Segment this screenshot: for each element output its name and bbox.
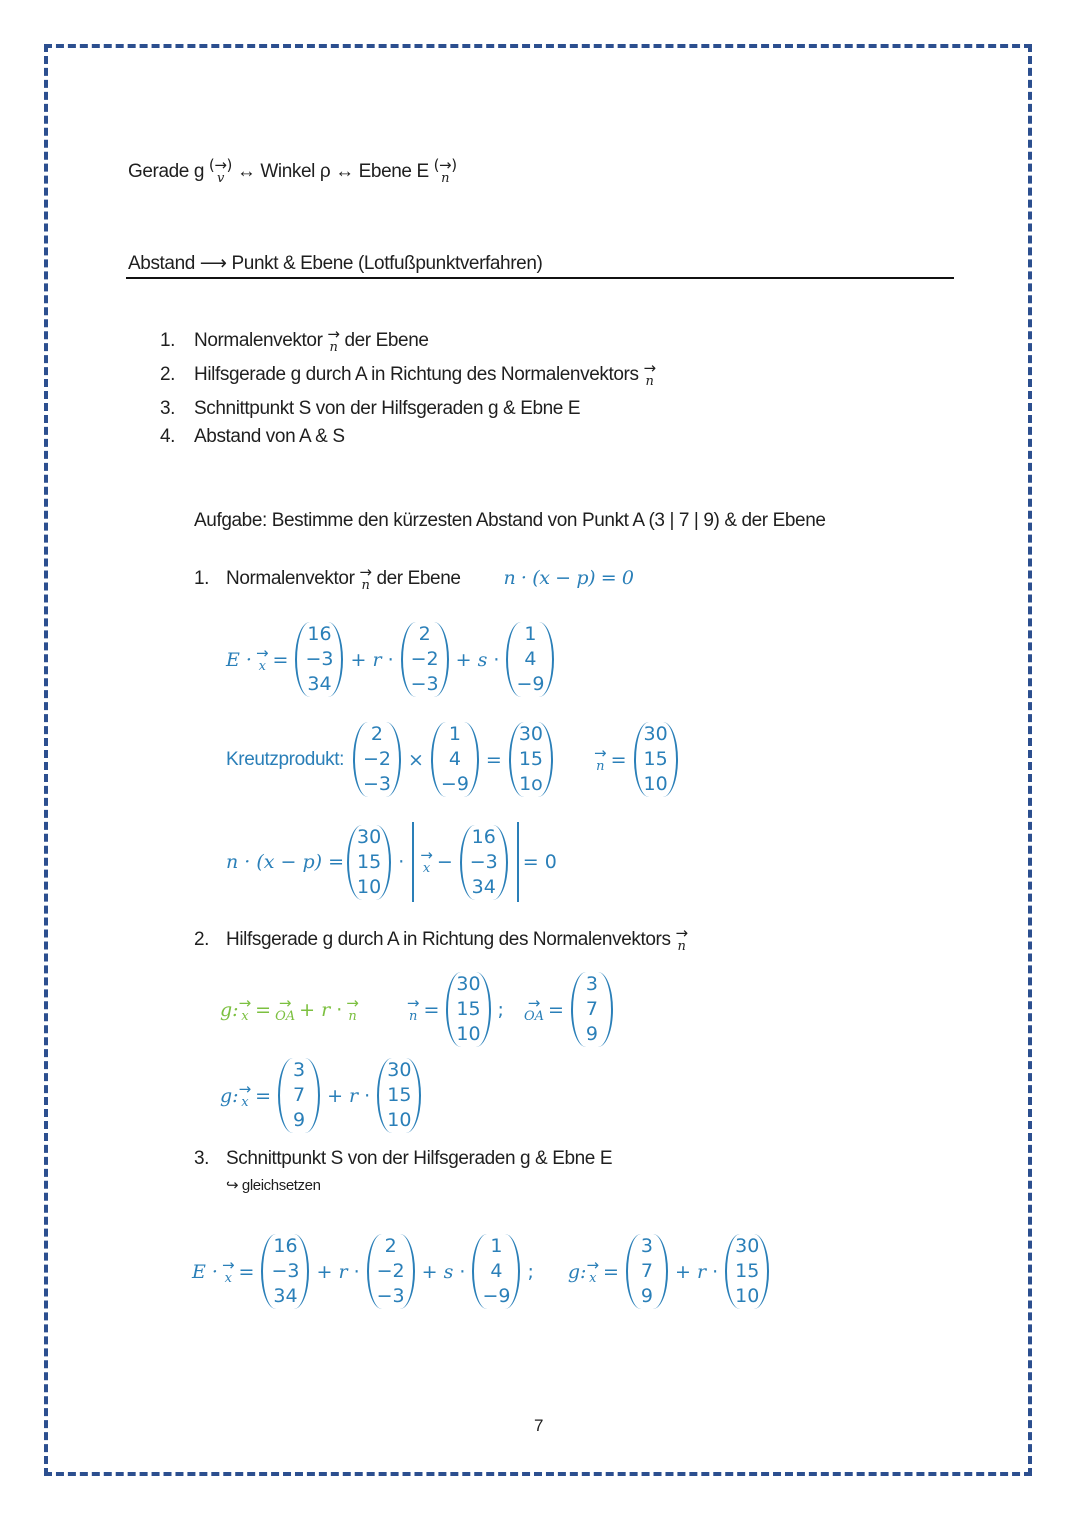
plane-direction-v: 1 4 −9 — [506, 622, 554, 697]
vector-arrow-icon: → — [675, 924, 688, 942]
sub-step-2: 2. Hilfsgerade g durch A in Richtung des Normalenvektors → n — [194, 924, 688, 954]
plane-equation: E · → x = 16 −3 34 + r · 2 −2 −3 + s · 1 4 −9 — [226, 622, 557, 697]
section-divider — [126, 277, 954, 279]
sub-step-3-note: ↪ gleichsetzen — [226, 1177, 321, 1194]
intersection-equations: E · → x = 16 −3 34 + r · 2 −2 −3 + s · 1 4 −9 ; g: → x = 3 7 9 + r · 30 15 10 — [192, 1234, 772, 1309]
vector-arrow-icon: → — [643, 358, 656, 377]
page-number: 7 — [534, 1416, 544, 1435]
vector-arrow-icon: → — [359, 563, 372, 581]
section-title: Abstand ⟶ Punkt & Ebene (Lotfußpunktverfahren) — [128, 253, 543, 274]
vector-arrow-icon: (→) — [208, 156, 232, 174]
normal-vector: 30 15 10 — [634, 722, 678, 797]
sub-step-3: 3. Schnittpunkt S von der Hilfsgeraden g & Ebne E — [194, 1148, 613, 1169]
step-4: 4. Abstand von A & S — [160, 426, 345, 447]
cross-product: Kreutzprodukt: 2 −2 −3 × 1 4 −9 = 30 15 1o → n = 30 15 10 — [226, 722, 681, 797]
plane-direction-u: 2 −2 −3 — [401, 622, 449, 697]
sub-step-1: 1. Normalenvektor → n der Ebene n · (x − p) = 0 — [194, 563, 634, 593]
normal-form-formula: n · (x − p) = 0 — [503, 567, 634, 590]
step-2: 2. Hilfsgerade g durch A in Richtung des Normalenvektors → n — [160, 358, 656, 389]
plane-point-vector: 16 −3 34 — [295, 622, 343, 697]
task-text: Aufgabe: Bestimme den kürzesten Abstand von Punkt A (3 | 7 | 9) & der Ebene — [194, 510, 826, 531]
line-definition: g: → x = → OA + r · → n → n = 30 15 10 ; → OA = 3 7 9 — [220, 972, 616, 1047]
normal-form-equation: n · (x − p) = 30 15 10 · → x − 16 −3 34 = 0 — [226, 822, 557, 902]
intro-line: Gerade g (→) v ↔ Winkel ρ ↔ Ebene E (→) n — [128, 156, 457, 186]
vector-arrow-icon: → — [327, 324, 340, 343]
line-equation: g: → x = 3 7 9 + r · 30 15 10 — [220, 1058, 424, 1133]
step-3: 3. Schnittpunkt S von der Hilfsgeraden g & Ebne E — [160, 398, 581, 419]
step-1: 1. Normalenvektor → n der Ebene — [160, 324, 429, 355]
cross-result-vector: 30 15 1o — [509, 722, 553, 797]
vector-arrow-icon: (→) — [433, 156, 457, 174]
steps-list — [160, 324, 656, 454]
